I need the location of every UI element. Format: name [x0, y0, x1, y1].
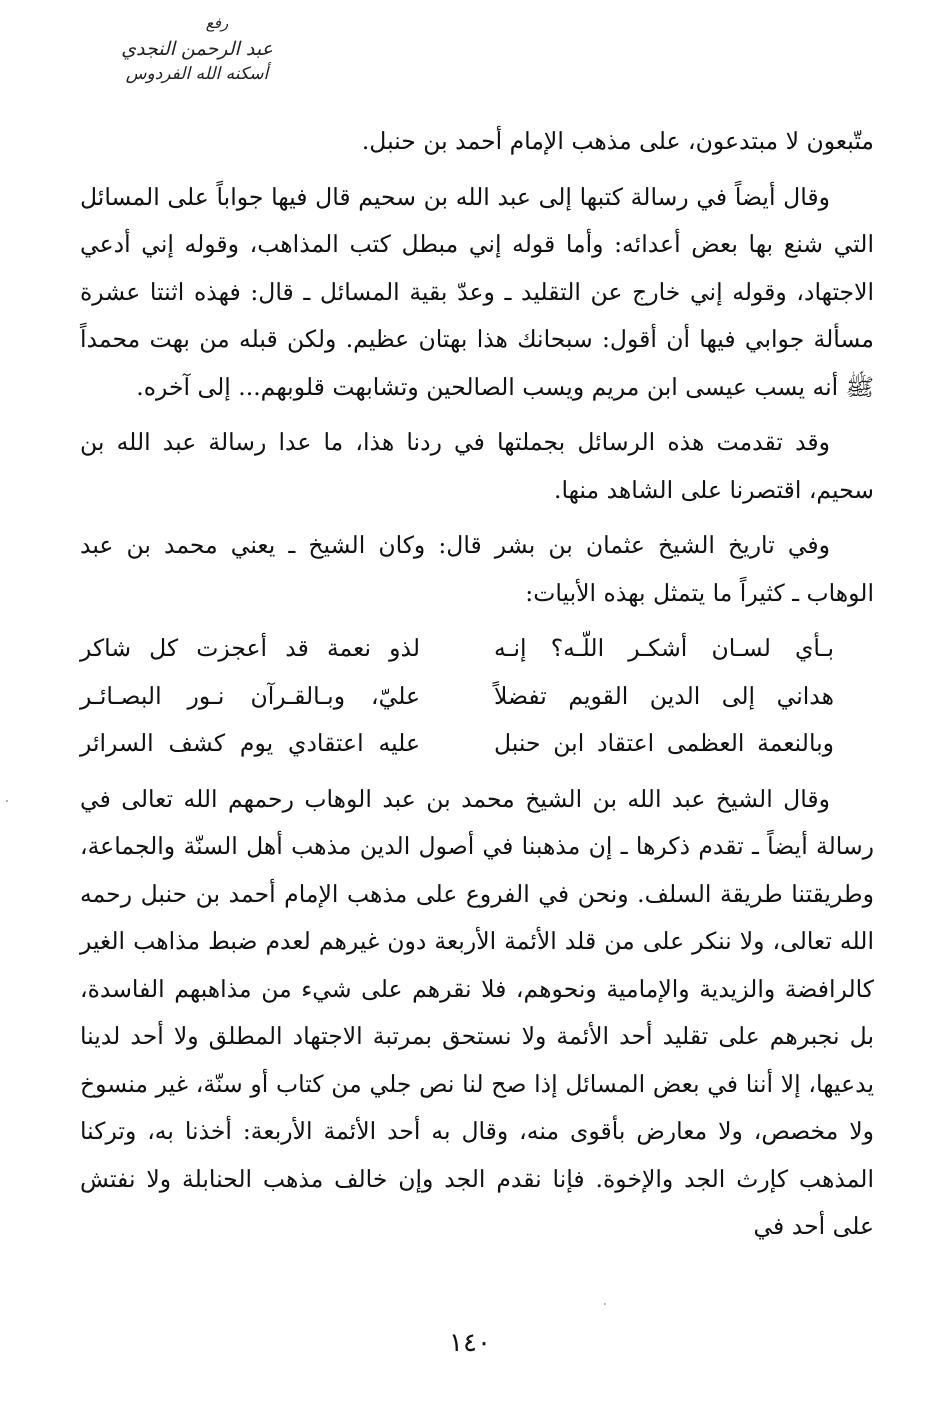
scan-speck — [6, 800, 8, 802]
verse-second-hemistich: عليّ، وبـالقـرآن نـور البصـائـر — [80, 681, 420, 710]
poem-verse — [80, 720, 834, 768]
paragraph-continuation: متّبعون لا مبتدعون، على مذهب الإمام أحمد بن حنبل. — [361, 127, 874, 155]
paragraph-abdullah-letter: وقال الشيخ عبد الله بن الشيخ محمد بن عبد الوهاب رحمهم الله تعالى في رسالة أيضاً ـ تقدم ذكرها ـ إن مذهبنا في أصول الدين مذهب أهل السنّة والجماعة، وطريقتنا طريقة السلف. ونحن في الفروع على مذهب الإمام أحمد بن حنبل رحمه الله تعالى، ولا ننكر على من قلد الأئمة الأربعة دون غيرهم لعدم ضبط مذاهب الغير كالرافضة والزيدية والإمامية ونحوهم، فلا نقرهم على شيء من مذاهبهم الفاسدة، بل نجبرهم على تقليد أحد الأئمة ولا نستحق بمرتبة الاجتهاد المطلق ولا أحد لدينا يدعيها، إلا أننا في بعض المسائل إذا صح لنا نص جلي من كتاب أو سنّة، غير منسوخ ولا مخصص، ولا معارض بأقوى منه، وقال به أحد الأئمة الأربعة: أخذنا به، وتركنا المذهب كإرث الجد والإخوة. فإنا نقدم الجد وإن خالف مذهب الحنابلة ولا نفتش على أحد في — [80, 784, 874, 1240]
stamp-line-3: أسكنه الله الفردوس — [125, 64, 269, 84]
stamp-line-2: عبد الرحمن النجدي — [121, 38, 273, 60]
page-number: ١٤٠ — [449, 1328, 491, 1358]
stamp-line-1: رفع — [205, 14, 229, 32]
paragraph-previous-letters: وقد تقدمت هذه الرسائل بجملتها في ردنا هذا، ما عدا رسالة عبد الله بن سحيم، اقتصرنا على الشاهد منها. — [80, 428, 874, 504]
paragraph-letter-ibn-suhaim: وقال أيضاً في رسالة كتبها إلى عبد الله بن سحيم قال فيها جواباً على المسائل التي شنع بها بعض أعدائه: وأما قوله إني مبطل كتب المذاهب، وقوله إني أدعي الاجتهاد، وقوله إني خارج عن التقليد ـ وعدّ بقية المسائل ـ قال: فهذه اثنتا عشرة مسألة جوابي فيها أن أقول: سبحانك هذا بهتان عظيم. ولكن قبله من بهت محمداً ﷺ أنه يسب عيسى ابن مريم ويسب الصالحين وتشابهت قلوبهم... إلى آخره. — [80, 182, 874, 401]
main-text — [80, 118, 874, 1251]
paragraph-ibn-bishr: وفي تاريخ الشيخ عثمان بن بشر قال: وكان الشيخ ـ يعني محمد بن عبد الوهاب ـ كثيراً ما يتمثل بهذه الأبيات: — [80, 531, 874, 607]
verse-first-hemistich: بـأي لسـان أشكـر اللّـه؟ إنـه — [494, 634, 834, 662]
verse-first-hemistich: هداني إلى الدين القويم تفضلاً — [494, 681, 834, 710]
poem — [80, 625, 874, 768]
verse-second-hemistich: عليه اعتقادي يوم كشف السرائر — [80, 729, 420, 757]
poem-verse — [80, 673, 834, 721]
scan-speck — [604, 1303, 606, 1305]
verse-first-hemistich: وبالنعمة العظمى اعتقاد ابن حنبل — [494, 729, 834, 757]
owner-stamp — [92, 14, 302, 114]
poem-verse — [80, 625, 834, 673]
verse-second-hemistich: لذو نعمة قد أعجزت كل شاكر — [80, 634, 420, 662]
